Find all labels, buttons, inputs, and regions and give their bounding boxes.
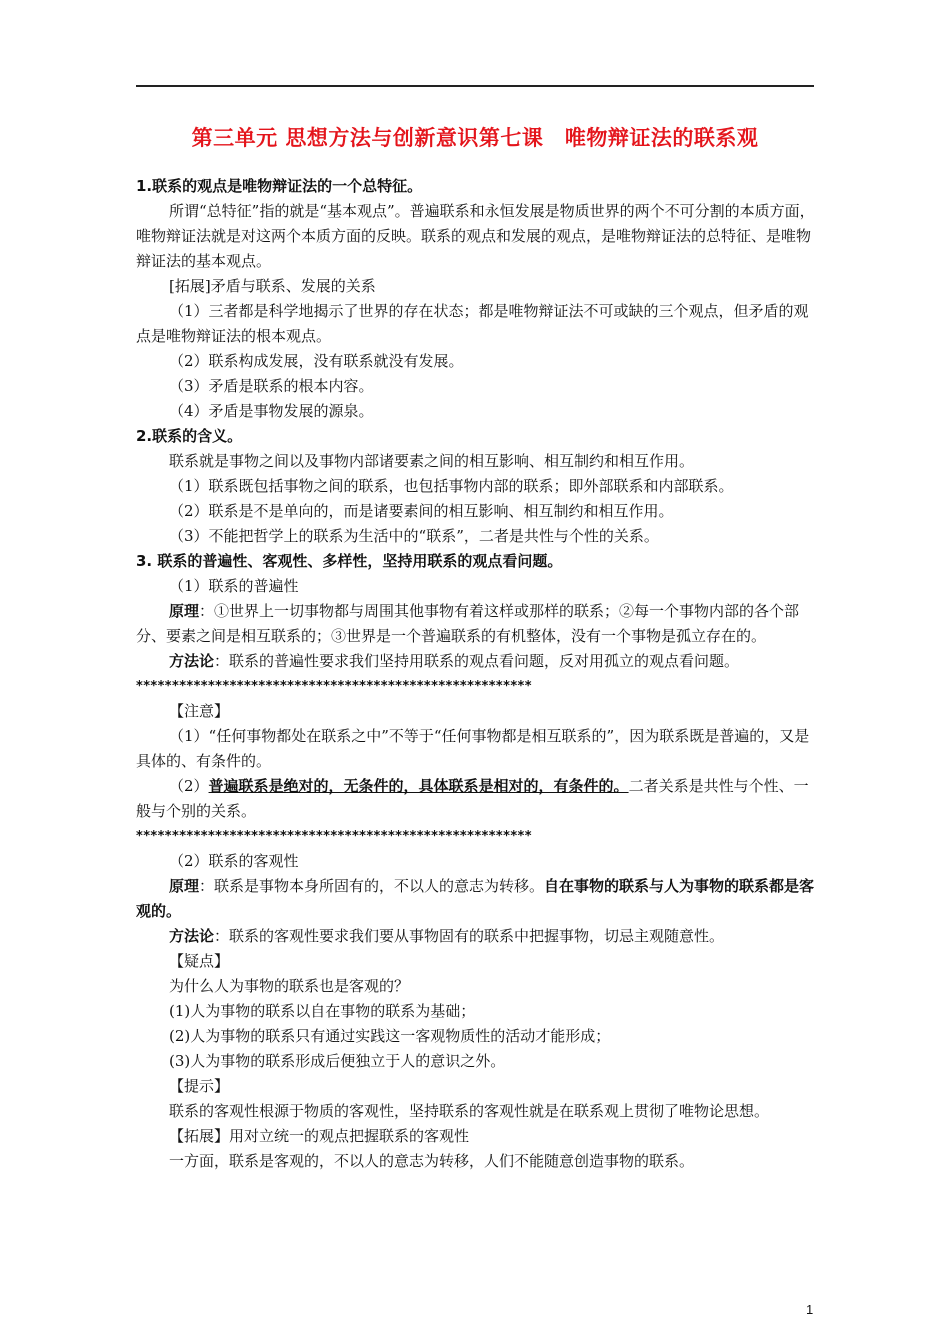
hint-text: 联系的客观性根源于物质的客观性，坚持联系的客观性就是在联系观上贯彻了唯物论思想。 (169, 1102, 770, 1120)
note-heading: 【注意】 (169, 702, 230, 720)
doubt-question: 为什么人为事物的联系也是客观的？ (169, 977, 410, 995)
methodology-universality: 方法论：联系的普遍性要求我们坚持用联系的观点看问题，反对用孤立的观点看问题。 (169, 652, 740, 670)
extension-item-3: （3）矛盾是联系的根本内容。 (169, 377, 374, 395)
star-divider: ******************************************************* (136, 679, 532, 694)
doubt-item-3: (3)人为事物的联系形成后便独立于人的意识之外。 (169, 1052, 506, 1070)
principle-label: 原理 (169, 877, 200, 895)
note-item-2: （2）普遍联系是绝对的，无条件的，具体联系是相对的，有条件的。二者关系是共性与个性、一般与个别的关系。 (136, 777, 809, 820)
doubt-item-2: (2)人为事物的联系只有通过实践这一客观物质性的活动才能形成； (169, 1027, 611, 1045)
note-item-2-emphasis: 普遍联系是绝对的，无条件的，具体联系是相对的，有条件的。 (208, 777, 629, 795)
principle-objectivity: 原理：联系是事物本身所固有的，不以人的意志为转移。自在事物的联系与人为事物的联系都是客观的。 (136, 877, 815, 920)
doubt-heading: 【疑点】 (169, 952, 230, 970)
principle-label: 原理 (169, 602, 200, 620)
section-1-heading: 1.联系的观点是唯物辩证法的一个总特征。 (136, 177, 423, 195)
extension-2: 【拓展】用对立统一的观点把握联系的客观性 (169, 1127, 470, 1145)
extension-item-4: （4）矛盾是事物发展的源泉。 (169, 402, 374, 420)
page-number: 1 (806, 1302, 814, 1317)
section-2-heading: 2.联系的含义。 (136, 427, 243, 445)
final-paragraph: 一方面，联系是客观的，不以人的意志为转移，人们不能随意创造事物的联系。 (169, 1152, 695, 1170)
subsection-universality: （1）联系的普遍性 (169, 577, 299, 595)
star-divider: ******************************************************* (136, 829, 532, 844)
methodology-objectivity: 方法论：联系的客观性要求我们要从事物固有的联系中把握事物，切忌主观随意性。 (169, 927, 725, 945)
header-rule (136, 85, 814, 87)
section-2-definition: 联系就是事物之间以及事物内部诸要素之间的相互影响、相互制约和相互作用。 (169, 452, 695, 470)
principle-objectivity-emphasis: 自在事物的联系与人为事物的联系都是客观的。 (136, 877, 815, 920)
extension-heading: [拓展]矛盾与联系、发展的关系 (169, 277, 376, 295)
document-title: 第三单元 思想方法与创新意识第七课 唯物辩证法的联系观 (191, 126, 759, 150)
section-2-item-1: （1）联系既包括事物之间的联系，也包括事物内部的联系；即外部联系和内部联系。 (169, 477, 734, 495)
methodology-label: 方法论 (169, 652, 215, 670)
hint-heading: 【提示】 (169, 1077, 230, 1095)
note-item-1: （1）“任何事物都处在联系之中”不等于“任何事物都是相互联系的”，因为联系既是普遍的，又是具体的、有条件的。 (136, 727, 810, 770)
section-2-item-2: （2）联系是不是单向的，而是诸要素间的相互影响、相互制约和相互作用。 (169, 502, 674, 520)
methodology-label: 方法论 (169, 927, 215, 945)
extension-2-label: 【拓展】 (169, 1127, 230, 1145)
extension-item-2: （2）联系构成发展，没有联系就没有发展。 (169, 352, 464, 370)
document-body (136, 174, 818, 1174)
section-1-paragraph: 所谓“总特征”指的就是“基本观点”。普遍联系和永恒发展是物质世界的两个不可分割的本质方面，唯物辩证法就是对这两个本质方面的反映。联系的观点和发展的观点，是唯物辩证法的总特征、是唯物辩证法的基本观点。 (136, 202, 815, 270)
subsection-objectivity: （2）联系的客观性 (169, 852, 299, 870)
section-3-heading: 3. 联系的普遍性、客观性、多样性，坚持用联系的观点看问题。 (136, 552, 563, 570)
doubt-item-1: (1)人为事物的联系以自在事物的联系为基础； (169, 1002, 476, 1020)
section-2-item-3: （3）不能把哲学上的联系为生活中的“联系”，二者是共性与个性的关系。 (169, 527, 659, 545)
principle-universality: 原理：①世界上一切事物都与周围其他事物有着这样或那样的联系；②每一个事物内部的各个部分、要素之间是相互联系的；③世界是一个普遍联系的有机整体，没有一个事物是孤立存在的。 (136, 602, 800, 645)
extension-item-1: （1）三者都是科学地揭示了世界的存在状态；都是唯物辩证法不可或缺的三个观点，但矛盾的观点是唯物辩证法的根本观点。 (136, 302, 809, 345)
